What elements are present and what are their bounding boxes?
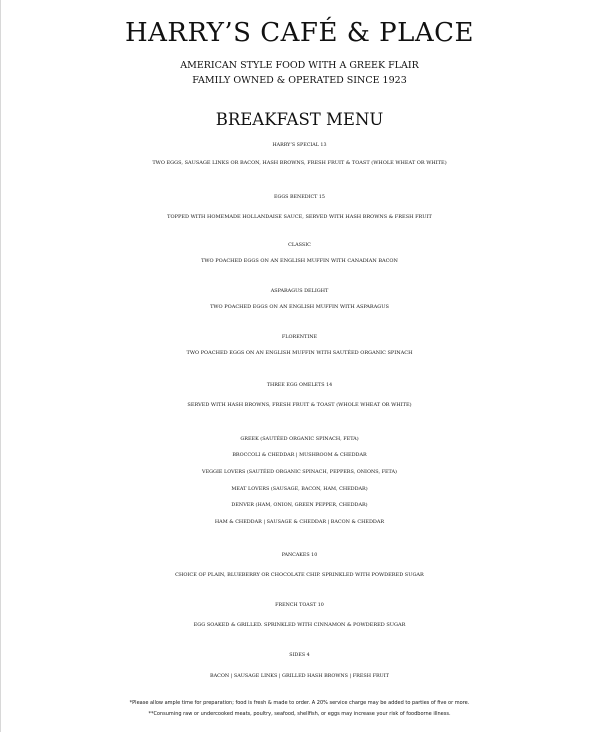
omelet-option: MEAT LOVERS (SAUSAGE, BACON, HAM, CHEDDAR) <box>231 486 368 492</box>
omelet-option: VEGGIE LOVERS (SAUTÉED ORGANIC SPINACH, PEPPERS, ONIONS, FETA) <box>202 469 397 475</box>
french-toast-title: FRENCH TOAST 10 <box>275 603 324 608</box>
benedict-description: TOPPED WITH HOMEMADE HOLLANDAISE SAUCE, SERVED WITH HASH BROWNS & FRESH FRUIT <box>167 214 432 220</box>
benedict-variant-name: CLASSIC <box>288 242 311 248</box>
special-description: TWO EGGS, SAUSAGE LINKS OR BACON, HASH BROWNS, FRESH FRUIT & TOAST (WHOLE WHEAT OR WHITE) <box>152 160 447 166</box>
special-title: HARRY’S SPECIAL 13 <box>272 143 327 148</box>
footnote-food-safety: **Consuming raw or undercooked meats, poultry, seafood, shellfish, or eggs may increase your risk of foodborne illness. <box>148 711 451 717</box>
omelet-option: HAM & CHEDDAR | SAUSAGE & CHEDDAR | BACON & CHEDDAR <box>214 519 385 525</box>
omelet-option: GREEK (SAUTÉED ORGANIC SPINACH, FETA) <box>240 436 359 442</box>
omelet-option: DENVER (HAM, ONION, GREEN PEPPER, CHEDDAR) <box>231 502 368 508</box>
tagline-history: FAMILY OWNED & OPERATED SINCE 1923 <box>192 75 407 86</box>
benedict-variant-name: FLORENTINE <box>281 334 318 340</box>
omelet-option: BROCCOLI & CHEDDAR | MUSHROOM & CHEDDAR <box>232 452 367 458</box>
tagline-cuisine: AMERICAN STYLE FOOD WITH A GREEK FLAIR <box>180 60 419 71</box>
menu-heading: BREAKFAST MENU <box>215 110 384 129</box>
benedict-variant-description: TWO POACHED EGGS ON AN ENGLISH MUFFIN WITH ASPARAGUS <box>210 304 389 310</box>
footnote-preparation: *Please allow ample time for preparation; food is fresh & made to order. A 20% service charge may be added to parties of five or more. <box>129 700 470 706</box>
omelets-description: SERVED WITH HASH BROWNS, FRESH FRUIT & TOAST (WHOLE WHEAT OR WHITE) <box>187 402 412 408</box>
french-toast-description: EGG SOAKED & GRILLED. SPRINKLED WITH CINNAMON & POWDERED SUGAR <box>193 622 406 628</box>
restaurant-title: HARRY’S CAFÉ & PLACE <box>124 18 475 48</box>
pancakes-title: PANCAKES 10 <box>281 553 318 558</box>
pancakes-description: CHOICE OF PLAIN, BLUEBERRY OR CHOCOLATE CHIP. SPRINKLED WITH POWDERED SUGAR <box>175 572 424 578</box>
benedict-variant-name: ASPARAGUS DELIGHT <box>270 288 329 294</box>
benedict-variant-description: TWO POACHED EGGS ON AN ENGLISH MUFFIN WITH CANADIAN BACON <box>201 258 398 264</box>
omelets-title: THREE EGG OMELETS 14 <box>266 383 333 388</box>
benedict-variant-description: TWO POACHED EGGS ON AN ENGLISH MUFFIN WITH SAUTÉED ORGANIC SPINACH <box>186 350 413 356</box>
benedict-title: EGGS BENEDICT 15 <box>274 195 325 200</box>
sides-title: SIDES 4 <box>289 653 310 658</box>
sides-description: BACON | SAUSAGE LINKS | GRILLED HASH BROWNS | FRESH FRUIT <box>210 673 389 679</box>
